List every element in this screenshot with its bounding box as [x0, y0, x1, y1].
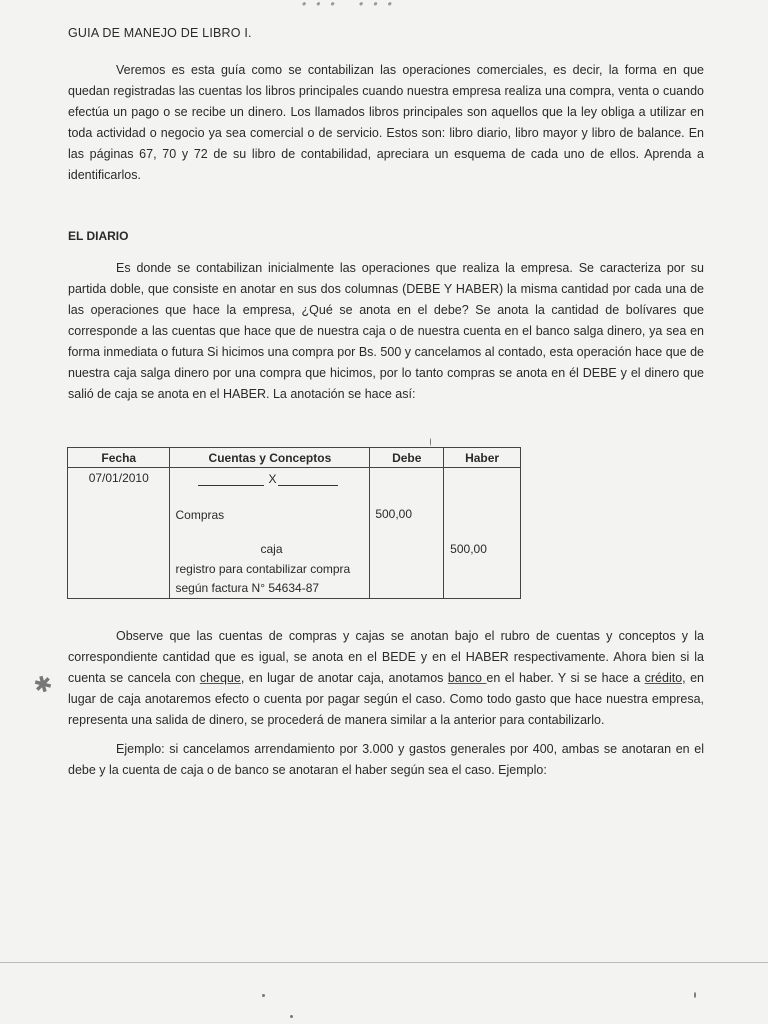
observe-text-2: , en lugar de anotar caja, anotamos	[240, 671, 448, 685]
header-debe: Debe	[370, 448, 444, 468]
scan-speck	[694, 992, 696, 998]
journal-entry-row	[68, 468, 521, 599]
cell-haber	[444, 468, 521, 599]
observe-text-3: en el haber. Y si se hace a	[486, 671, 645, 685]
cell-cuentas	[170, 468, 370, 599]
cell-debe	[370, 468, 444, 599]
example-paragraph: Ejemplo: si cancelamos arrendamiento por 3.000 y gastos generales por 400, ambas se anotaran en el debe y la cuenta de caja o de banco se anotaran el haber según sea el caso. Ejemplo:	[68, 742, 704, 777]
scan-speck	[430, 438, 431, 446]
intro-paragraph: Veremos es esta guía como se contabilizan las operaciones comerciales, es decir, la forma en que quedan registradas las cuentas los libros principales cuando nuestra empresa realiza una compra, venta o cuando efectúa un pago o se recibe un dinero. Los llamados libros principales son aquellos que la ley obliga a utilizar en toda actividad o negocio ya sea comercial o de servicio. Estos son: libro diario, libro mayor y libro de balance. En las páginas 67, 70 y 72 de su libro de contabilidad, apreciara un esquema de cada uno de ellos. Aprenda a identificarlos.	[68, 63, 704, 182]
underlined-credito: crédito,	[644, 671, 686, 685]
observe-text-1: Observe que las cuentas de compras y cajas se anotan bajo el rubro de cuentas y conceptos y la correspondiente cantidad que es igual, se anota en el BEDE y en el HABER respectivamente. Ahora bien si la cuenta se cancela con	[68, 629, 704, 685]
underlined-cheque: cheque	[199, 671, 241, 685]
scan-edge-line	[0, 962, 768, 963]
header-haber: Haber	[444, 448, 521, 468]
separator-marker: X	[268, 472, 277, 486]
header-fecha: Fecha	[68, 448, 170, 468]
debit-account: Compras	[175, 508, 225, 522]
debit-amount: 500,00	[375, 507, 413, 521]
credit-amount: 500,00	[450, 542, 487, 556]
credit-account: caja	[260, 542, 283, 556]
cell-fecha	[68, 468, 170, 599]
header-cuentas: Cuentas y Conceptos	[170, 448, 370, 468]
margin-star-icon: ✱	[30, 670, 56, 699]
scan-speck	[290, 1015, 293, 1018]
entry-concept: registro para contabilizar compra según factura N° 54634-87	[175, 562, 351, 595]
scan-speck	[262, 994, 265, 997]
entry-date: 07/01/2010	[88, 471, 149, 485]
separator-line-right	[278, 471, 338, 486]
observe-paragraph	[68, 626, 704, 731]
handwritten-scribble	[300, 0, 400, 12]
journal-header-row	[68, 448, 521, 468]
diario-paragraph: Es donde se contabilizan inicialmente las operaciones que realiza la empresa. Se caracteriza por su partida doble, que consiste en anotar en sus dos columnas (DEBE Y HABER) la misma cantidad por cada una de las operaciones que hace la empresa, ¿Qué se anota en el debe? Se anota la cantidad de bolívares que corresponde a las cuentas que hace que de nuestra caja o de nuestra cuenta en el banco salga dinero, ya sea en forma inmediata o futura Si hicimos una compra por Bs. 500 y cancelamos al contado, esta operación hace que de nuestra caja salga dinero por una compra que hicimos, por lo tanto compras se anota en él DEBE y el dinero que salió de caja se anota en el HABER. La anotación se hace así:	[68, 261, 704, 401]
entry-separator	[170, 468, 369, 486]
underlined-banco: banco	[447, 671, 487, 685]
section-heading: EL DIARIO	[68, 229, 129, 243]
journal-table	[67, 447, 521, 599]
observe-text-4: en lugar de caja anotaremos efecto o cuenta por pagar según el caso. Como todo gasto que hace nuestra empresa, representa una salida de dinero, se procederá de manera similar a la anterior para contabilizarlo.	[68, 671, 704, 727]
separator-line-left	[198, 471, 264, 486]
document-title: GUIA DE MANEJO DE LIBRO I.	[68, 26, 252, 40]
